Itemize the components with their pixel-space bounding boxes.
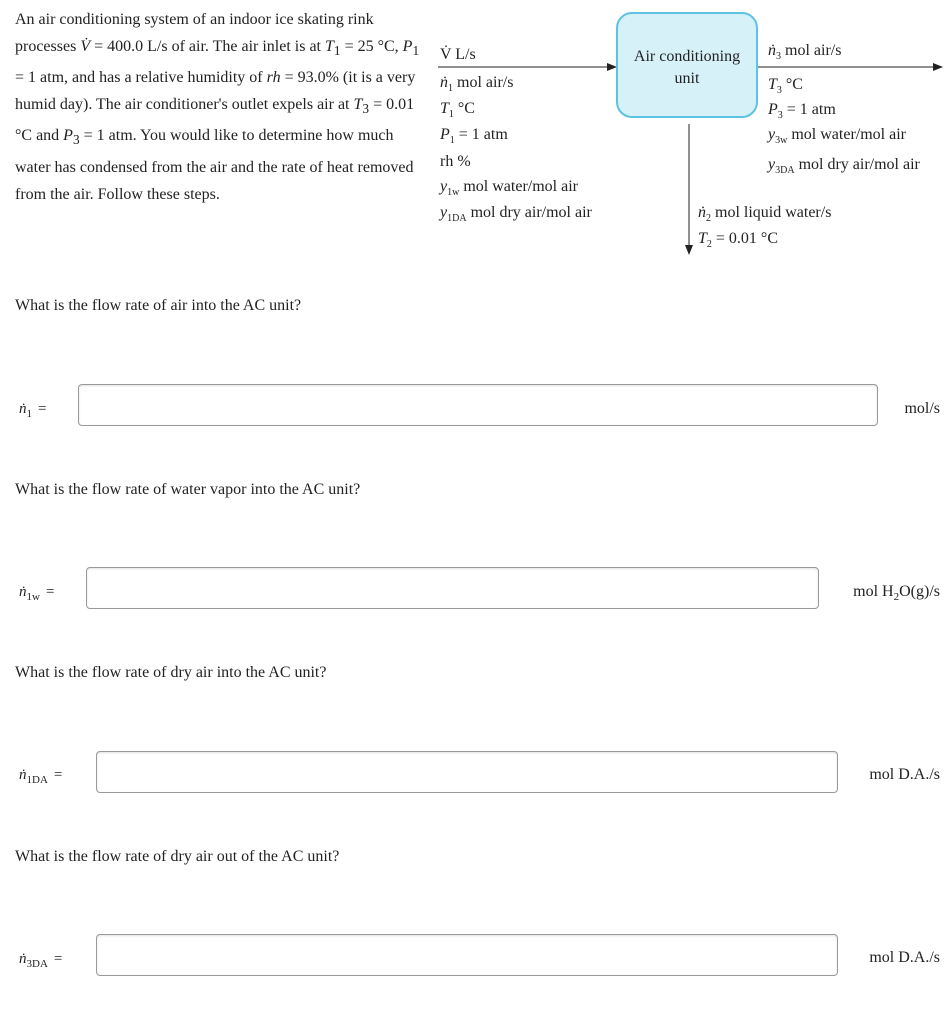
question-3-variable: ṅ$_{1DA}$ = [19,767,63,786]
problem-text-6: = 0.01 °C and [15,96,415,145]
t3-symbol: T [353,96,363,114]
p1-subscript: 1 [412,43,420,59]
unit-label-line1: Air conditioning [633,48,741,65]
inlet-dry-air-fraction-label: $y_{1DA}$ mol dry air/mol air [440,204,592,225]
question-2-variable: ṅ$_{1w}$ = [19,584,55,603]
inlet-pressure-label: $P_1 = 1$ atm [440,126,508,147]
question-4-unit: mol D.A./s [869,949,940,966]
answer-input-n1[interactable] [78,384,878,426]
question-2-text: What is the flow rate of water vapor into the AC unit? [15,481,361,498]
outlet-water-fraction-label: $y_{3w}$ mol water/mol air [768,126,906,147]
question-4-variable: ṅ$_{3DA}$ = [19,951,63,970]
p3-symbol: P [63,127,73,145]
t1-symbol: T [325,38,334,55]
inlet-water-fraction-label: $y_{1w}$ mol water/mol air [440,178,578,199]
inlet-rh-label: rh % [440,153,471,170]
p1-symbol: P [402,38,413,55]
problem-text-7: = 1 atm. You would like to determine how much water has condensed from the air and the rate of heat removed from the air. Follow these steps. [15,127,414,203]
outlet-temperature-label: $T_3$ °C [768,76,803,97]
answer-input-n3da[interactable] [96,934,838,976]
t3-subscript: 3 [362,101,370,117]
problem-text-2: = 400.0 L/s of air. The air inlet is at [94,38,321,55]
problem-text-5: = 93.0% (it is a very humid day). The air conditioner's outlet expels air at [15,69,416,114]
question-1-variable: ṅ$_1$ = [19,401,47,420]
question-3-unit: mol D.A./s [869,766,940,783]
p3-subscript: 3 [72,132,80,148]
problem-text-3: = 25 °C, [344,38,399,55]
outlet-pressure-label: $P_3 = 1$ atm [768,101,836,122]
question-1-text: What is the flow rate of air into the AC unit? [15,297,302,314]
unit-label-line2: unit [674,70,700,87]
question-3-text: What is the flow rate of dry air into the AC unit? [15,664,327,681]
outlet-molar-flow-label: ṅ$_3$ mol air/s [768,42,842,63]
answer-input-n1w[interactable] [86,567,819,609]
inlet-temperature-label: $T_1$ °C [440,100,475,121]
question-2-unit: mol $H_2O(g)/s$ [853,583,940,604]
outlet-dry-air-fraction-label: $y_{3DA}$ mol dry air/mol air [768,156,920,177]
rh-symbol: rh [266,69,281,87]
process-flow-diagram [430,8,950,260]
question-4-text: What is the flow rate of dry air out of the AC unit? [15,848,340,865]
inlet-volume-label: V̇ L/s [440,46,476,63]
ac-unit-box [616,12,758,118]
answer-input-n1da[interactable] [96,751,838,793]
condensate-flow-label: ṅ$_2$ mol liquid water/s [698,204,832,225]
problem-statement [15,6,425,208]
problem-text-4: = 1 atm, and has a relative humidity of [15,69,263,87]
t1-subscript: 1 [333,43,341,59]
question-1-unit: mol/s [904,400,940,417]
condensate-temperature-label: $T_2 = 0.01$ °C [698,230,778,251]
volume-flow-symbol: V̇ [80,38,91,55]
problem-text-1: An air conditioning system of an indoor ice skating rink processes [15,11,374,55]
inlet-molar-flow-label: ṅ$_1$ mol air/s [440,74,514,95]
